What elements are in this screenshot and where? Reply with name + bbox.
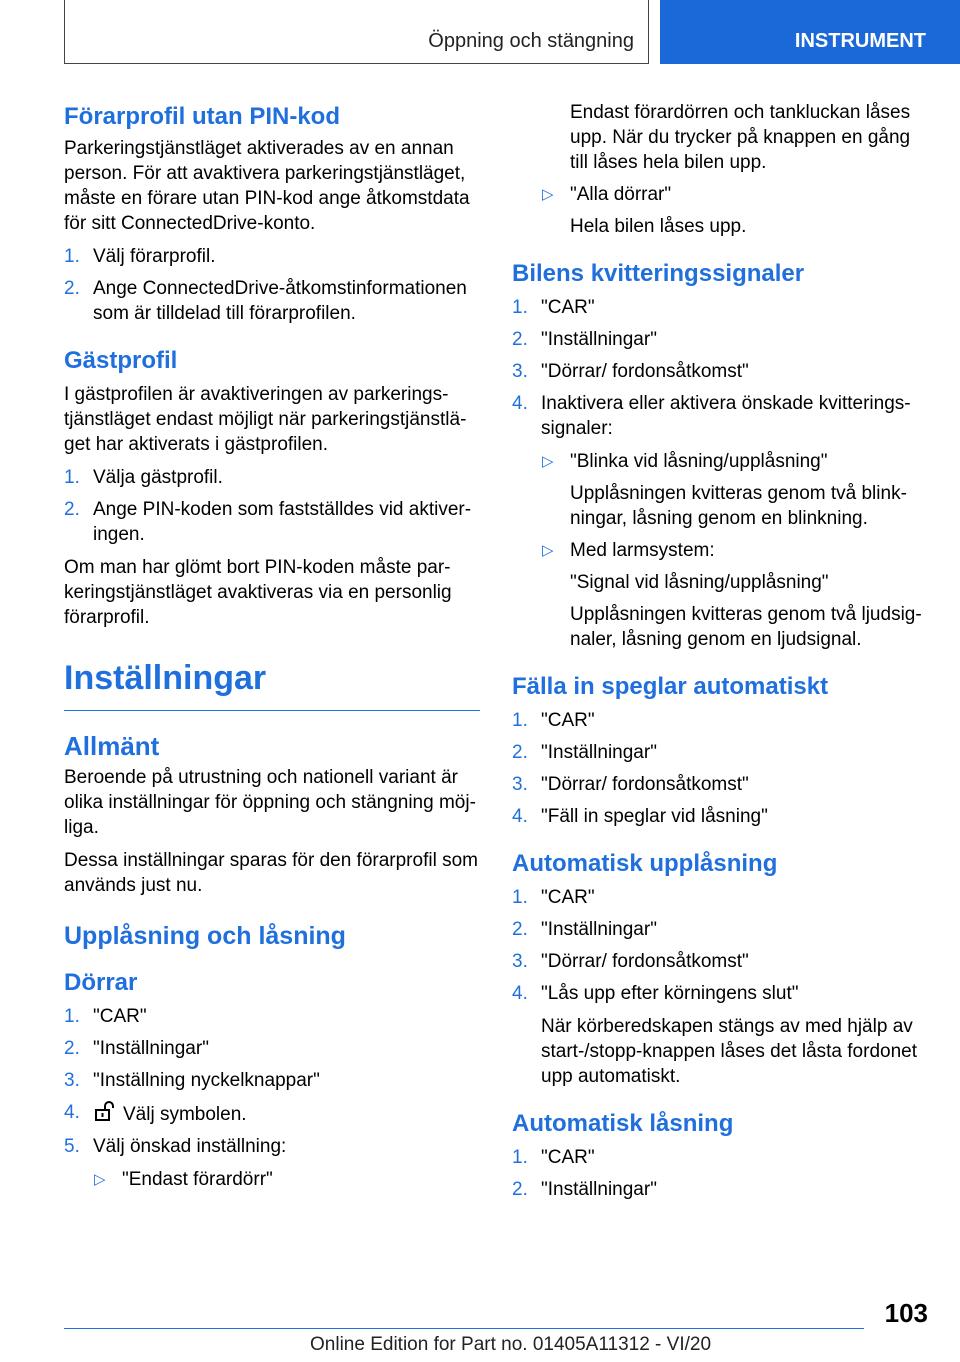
footer-divider: [64, 1328, 864, 1329]
footer-edition: Online Edition for Part no. 01405A11312 - VI/20: [310, 1334, 712, 1355]
triangle-bullet-icon: ▷: [542, 186, 554, 203]
list-text: "Inställning nyckelknappar": [93, 1070, 320, 1091]
triangle-bullet-icon: ▷: [94, 1171, 106, 1188]
list-number: 3.: [512, 951, 528, 972]
list-text: Ange PIN-koden som fastställdes vid aktiveringen.: [93, 499, 472, 545]
list-text: "Dörrar/ fordonsåtkomst": [541, 951, 749, 972]
header-section-tab: [64, 0, 649, 64]
heading-gastprofil: Gästprofil: [64, 347, 178, 374]
list-number: 2.: [512, 1179, 528, 1200]
list-number: 2.: [512, 919, 528, 940]
list-item: [512, 772, 932, 797]
sub-item-larmsystem: [512, 538, 932, 563]
heading-automatisk-lasning: Automatisk låsning: [512, 1110, 734, 1137]
list-number: 2.: [512, 742, 528, 763]
list-item: [64, 1004, 480, 1029]
list-number: 5.: [64, 1136, 80, 1157]
list-number: 1.: [64, 1006, 80, 1027]
list-text: Ange ConnectedDrive-åtkomstinformationen som är tilldelad till förarprofilen.: [93, 278, 467, 324]
sub-item-description: Hela bilen låses upp.: [570, 216, 747, 237]
list-number: 1.: [512, 710, 528, 731]
list-item: [512, 981, 932, 1006]
list-text: "CAR": [93, 1006, 147, 1027]
list-text: "Dörrar/ fordonsåtkomst": [541, 774, 749, 795]
list-text: "CAR": [541, 1147, 595, 1168]
list-number: 2.: [64, 278, 80, 299]
list-item: [512, 885, 932, 910]
list-number: 1.: [512, 1147, 528, 1168]
heading-installningar: Inställningar: [64, 654, 480, 711]
list-number: 2.: [64, 499, 80, 520]
right-column: [512, 100, 932, 1210]
list-speglar: [512, 708, 932, 829]
list-text: "CAR": [541, 710, 595, 731]
heading-allmant: Allmänt: [64, 731, 160, 761]
header-chapter-tab: [660, 0, 960, 64]
left-column: [64, 100, 480, 1199]
list-item: [64, 244, 480, 269]
list-number: 4.: [512, 983, 528, 1004]
list-item: [512, 359, 932, 384]
list-item: [64, 1100, 480, 1127]
list-text: Välja gästprofil.: [93, 467, 223, 488]
sub-item-endast-forardorr: [64, 1167, 480, 1192]
list-text: Välj symbolen.: [123, 1104, 247, 1125]
list-item: [512, 740, 932, 765]
sub-item-text: "Alla dörrar": [570, 184, 672, 205]
list-number: 3.: [64, 1070, 80, 1091]
list-text: "CAR": [541, 887, 595, 908]
heading-dorrar: Dörrar: [64, 969, 138, 996]
list-number: 1.: [64, 246, 80, 267]
sub-item-text: Med larmsystem:: [570, 540, 715, 561]
list-item: [512, 949, 932, 974]
paragraph-forarprofil: Parkeringstjänstläget aktiverades av en annan person. För att avaktivera parkeringstjänstläget, måste en förare utan PIN-kod ange åtkomstdata för sitt ConnectedDrive-konto.: [64, 138, 470, 234]
list-forarprofil: [64, 244, 480, 326]
sub-item-text: "Blinka vid låsning/upplåsning": [570, 451, 828, 472]
list-text: Inaktivera eller aktivera önskade kvitteringssignaler:: [541, 393, 911, 439]
list-text: "Dörrar/ fordonsåtkomst": [541, 361, 749, 382]
paragraph-allmant-1: Beroende på utrustning och nationell variant är olika inställningar för öppning och stängning möjliga.: [64, 767, 476, 838]
page-number: 103: [884, 1298, 928, 1328]
paragraph-automatisk-upplasning: När körberedskapen stängs av med hjälp av start-/stopp-knappen låses det låsta fordonet upp automatiskt.: [541, 1016, 918, 1087]
list-text: "CAR": [541, 297, 595, 318]
heading-automatisk-upplasning: Automatisk upplåsning: [512, 850, 778, 877]
list-item: [64, 1068, 480, 1093]
list-number: 3.: [512, 361, 528, 382]
list-item: [64, 1134, 480, 1159]
sub-item-description: Endast förardörren och tankluckan låses upp. När du trycker på knappen en gång till låses hela bilen upp.: [570, 102, 911, 173]
list-item: [64, 497, 480, 547]
sub-item-blinka: [512, 449, 932, 474]
sub-item-description: Upplåsningen kvitteras genom två ljudsignaler, låsning genom en ljudsignal.: [570, 604, 922, 650]
paragraph-gastprofil: I gästprofilen är avaktiveringen av parkeringstjänstläget endast möjligt när parkeringstjänstläget har aktiverats i gästprofilen.: [64, 384, 467, 455]
list-item: [512, 1145, 932, 1170]
list-automatisk-upplasning: [512, 885, 932, 1006]
list-number: 2.: [64, 1038, 80, 1059]
list-text: "Fäll in speglar vid låsning": [541, 806, 768, 827]
list-text: "Inställningar": [541, 742, 657, 763]
list-number: 4.: [512, 806, 528, 827]
list-text: "Lås upp efter körningens slut": [541, 983, 799, 1004]
list-item: [64, 465, 480, 490]
sub-item-description: "Signal vid låsning/upplåsning": [570, 572, 829, 593]
sub-item-description: Upplåsningen kvitteras genom två blinkningar, låsning genom en blinkning.: [570, 483, 907, 529]
list-text: "Inställningar": [541, 1179, 657, 1200]
list-kvittering: [512, 295, 932, 441]
list-item: [64, 276, 480, 326]
list-automatisk-lasning: [512, 1145, 932, 1202]
heading-speglar: Fälla in speglar automatiskt: [512, 673, 829, 700]
list-number: 1.: [512, 887, 528, 908]
heading-upplasning: Upplåsning och låsning: [64, 922, 346, 950]
list-number: 1.: [512, 297, 528, 318]
list-number: 4.: [512, 393, 528, 414]
list-item: [512, 1177, 932, 1202]
list-text: "Inställningar": [93, 1038, 209, 1059]
heading-forarprofil: Förarprofil utan PIN-kod: [64, 103, 340, 130]
sub-item-text: "Endast förardörr": [122, 1169, 273, 1190]
triangle-bullet-icon: ▷: [542, 453, 554, 470]
triangle-bullet-icon: ▷: [542, 542, 554, 559]
list-dorrar: [64, 1004, 480, 1159]
paragraph-glomt: Om man har glömt bort PIN-koden måste parkeringstjänstläget avaktiveras via en personlig förarprofil.: [64, 557, 452, 628]
list-number: 2.: [512, 329, 528, 350]
list-text: Välj förarprofil.: [93, 246, 216, 267]
list-text: Välj önskad inställning:: [93, 1136, 287, 1157]
list-item: [512, 295, 932, 320]
list-number: 4.: [64, 1102, 80, 1123]
list-item: [512, 327, 932, 352]
list-text: "Inställningar": [541, 919, 657, 940]
list-number: 1.: [64, 467, 80, 488]
list-gastprofil: [64, 465, 480, 547]
sub-item-alla-dorrar: [512, 182, 932, 207]
header-chapter-title: INSTRUMENT: [794, 30, 926, 52]
list-item: [512, 708, 932, 733]
list-text: "Inställningar": [541, 329, 657, 350]
header-section-title: Öppning och stängning: [428, 30, 634, 52]
list-item: [64, 1036, 480, 1061]
paragraph-allmant-2: Dessa inställningar sparas för den förarprofil som används just nu.: [64, 850, 478, 896]
heading-kvitteringssignaler: Bilens kvitteringssignaler: [512, 260, 805, 287]
list-number: 3.: [512, 774, 528, 795]
list-item: [512, 391, 932, 441]
list-item: [512, 917, 932, 942]
padlock-open-icon: [93, 1100, 115, 1122]
list-item: [512, 804, 932, 829]
